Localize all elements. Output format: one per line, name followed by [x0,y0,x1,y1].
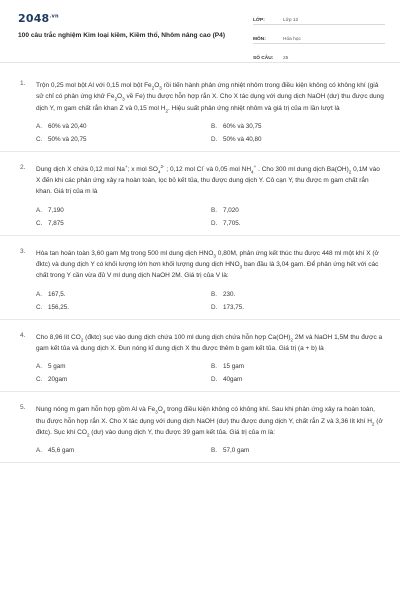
option-text: 40gam [223,376,243,384]
option-text: 20gam [48,376,68,384]
meta-label: MÔN: [253,37,266,42]
option-letter: D. [211,219,218,227]
answer-options [36,447,384,462]
meta-label: SỐ CÂU: [253,56,274,61]
option-letter: B. [211,363,217,371]
option-text: 167,5. [48,290,66,298]
question-list [0,68,400,463]
meta-value: Hóa học [283,37,301,42]
site-logo[interactable]: $2048^{.vn}$ [18,12,59,25]
option-text: 156,25. [48,303,70,311]
answer-option[interactable] [211,207,386,214]
option-letter: B. [211,122,217,130]
question-text: Trộn 0,25 mol bột Al với 0,15 mol bột $Fe_2O_3$ rồi tiến hành phản ứng nhiệt nhôm trong điều kiện không có không khí (giả sử chỉ có phản ứng khử $Fe_2O_3$ về Fe) thu được hỗn hợp rắn X. Cho X tác dụng với dung dịch NaOH (dư) thu được dung dịch Y, m gam chất rắn khan Z và 0,15 mol $H_2$. Hiệu suất phản ứng nhiệt nhôm và giá trị của m lần lượt là [36,82,384,113]
option-letter: D. [211,135,218,143]
option-text: 50% và 40,80 [223,135,262,143]
option-letter: B. [211,447,217,455]
option-text: 173,75. [223,303,245,311]
question-number: 5. [20,404,26,412]
answer-option[interactable] [211,376,386,383]
option-text: 60% và 20,40 [48,122,87,130]
option-letter: A. [36,122,42,130]
question-2 [0,152,400,236]
option-text: 45,6 gam [48,447,75,455]
option-text: 57,0 gam [223,447,250,455]
option-letter: B. [211,290,217,298]
answer-option[interactable] [211,220,386,227]
option-letter: C. [36,135,43,143]
answer-options [36,123,384,151]
answer-option[interactable] [36,136,211,143]
question-1 [0,68,400,152]
meta-value: Lớp 12 [283,18,299,23]
meta-label: LỚP: [253,18,265,23]
question-5 [0,392,400,463]
option-text: 7,705. [223,219,241,227]
option-text: 15 gam [223,363,245,371]
option-letter: A. [36,363,42,371]
option-text: 7,020 [223,206,239,214]
answer-options [36,291,384,319]
option-letter: C. [36,376,43,384]
option-text: 230. [223,290,236,298]
question-number: 2. [20,163,26,171]
document-title: 100 câu trắc nghiệm Kim loại kiềm, Kiềm thổ, Nhôm nâng cao (P4) [18,32,226,39]
option-text: 7,875 [48,219,64,227]
answer-option[interactable] [211,304,386,311]
meta-subject-row [253,33,385,44]
answer-option[interactable] [36,207,211,214]
answer-option[interactable] [211,136,386,143]
option-letter: A. [36,447,42,455]
option-letter: D. [211,303,218,311]
answer-option[interactable] [211,291,386,298]
question-number: 3. [20,247,26,255]
header-divider [0,62,400,63]
option-text: 50% và 20,75 [48,135,87,143]
option-letter: A. [36,206,42,214]
option-letter: D. [211,376,218,384]
answer-option[interactable] [36,291,211,298]
answer-option[interactable] [36,376,211,383]
option-letter: C. [36,219,43,227]
answer-option[interactable] [211,363,386,370]
question-text: Hòa tan hoàn toàn 3,60 gam Mg trong 500 ml dung dịch $HNO_3$ 0,80M, phản ứng kết thúc thu được 448 ml một khí X (ở đktc) và dung dịch Y có khối lượng lớn hơn khối lượng dung dịch $HNO_3$ ban đầu là 3,04 gam. Để phản ứng hết với các chất trong Y cần vừa đủ V ml dung dịch NaOH 2M. Giá trị của V là: [36,249,379,280]
question-number: 4. [20,331,26,339]
answer-option[interactable] [36,304,211,311]
option-letter: A. [36,290,42,298]
question-number: 1. [20,80,26,87]
answer-options [36,207,384,235]
meta-class-row [253,14,385,25]
answer-options [36,363,384,391]
option-letter: C. [36,303,43,311]
option-text: 5 gam [48,363,66,371]
question-text: Nung nóng m gam hỗn hợp gồm Al và $Fe_3O_4$ trong điều kiện không có không khí. Sau khi phản ứng xảy ra hoàn toàn, thu được hỗn hợp rắn X. Cho X tác dụng với dung dịch NaOH (dư) thu được dung dịch Y, chất rắn Z và 3,36 lít khí $H_2$ (ở đktc). Sục khí $CO_2$ (dư) vào dung dịch Y, thu được 39 gam kết tủa. Giá trị của m là: [36,406,383,438]
answer-option[interactable] [211,447,386,454]
question-3 [0,236,400,320]
page-header [0,0,400,62]
question-text: Cho 8,96 lít $CO_2$ (đktc) sục vào dung dịch chứa 100 ml dung dịch chứa hỗn hợp $Ca(OH)_2$ 2M và NaOH 1,5M thu được a gam kết tủa và dung dịch X. Đun nóng kĩ dung dịch X thu được thêm b gam kết tủa. Giá trị (a + b) là [36,333,383,352]
option-text: 7,190 [48,206,64,214]
answer-option[interactable] [211,123,386,130]
answer-option[interactable] [36,447,211,454]
option-text: 60% và 30,75 [223,122,262,130]
answer-option[interactable] [36,123,211,130]
meta-value: 25 [283,56,289,61]
question-text: Dung dịch X chứa 0,12 mol Na+; x mol $SO_4^{2-}$ ; 0,12 mol Cl- và 0,05 mol $NH_4^+$ . Cho 300 ml dung dịch $Ba(OH)_2$ 0,1M vào X đến khi các phản ứng xảy ra hoàn toàn, lọc bỏ kết tủa, thu được dung dịch Y. Cô cạn Y, thu được m gam chất rắn khan. Giá trị của m là [36,163,380,196]
answer-option[interactable] [36,363,211,370]
answer-option[interactable] [36,220,211,227]
question-4 [0,320,400,393]
option-letter: B. [211,206,217,214]
